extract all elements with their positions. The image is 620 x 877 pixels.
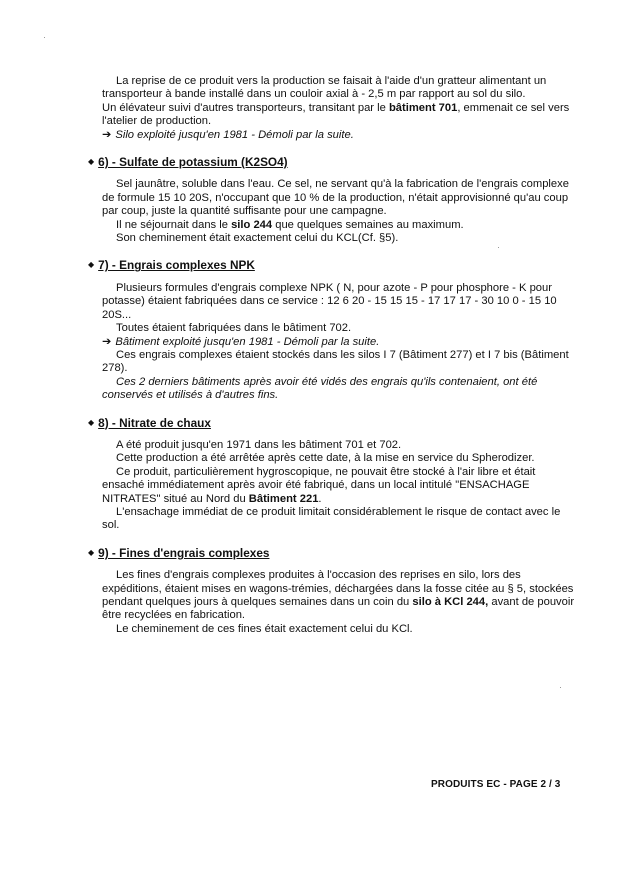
diamond-bullet-icon: ◆ bbox=[88, 157, 95, 167]
intro-paragraph-1: La reprise de ce produit vers la production se faisait à l'aide d'un gratteur alimentant un transporteur à bande installé dans un couloir axial à - 2,5 m par rapport au sol du silo. bbox=[102, 75, 547, 101]
section-8-heading: ◆ 8) - Nitrate de chaux bbox=[88, 415, 211, 430]
section-7-note: ➔ Bâtiment exploité jusqu'en 1981 - Démoli par la suite. bbox=[102, 335, 380, 348]
diamond-bullet-icon: ◆ bbox=[88, 547, 95, 557]
diamond-bullet-icon: ◆ bbox=[88, 417, 95, 427]
intro-paragraph-2: Un élévateur suivi d'autres transporteurs, transitant par le bâtiment 701, emmenait ce sel vers l'atelier de production. bbox=[102, 101, 570, 128]
section-9-heading: ◆ 9) - Fines d'engrais complexes bbox=[88, 545, 270, 560]
section-6-paragraph-1: Sel jaunâtre, soluble dans l'eau. Ce sel, ne servant qu'à la fabrication de l'engrais complexe de formule 15 10 20S, n'occupant que 10 % de la production, n'était approvisionné qu'au coup par coup, juste la quantité suffisante pour une campagne. bbox=[102, 178, 569, 218]
section-7-paragraph-2: Toutes étaient fabriquées dans le bâtiment 702. bbox=[116, 322, 352, 335]
diamond-bullet-icon: ◆ bbox=[88, 260, 95, 270]
section-8-paragraph-1: A été produit jusqu'en 1971 dans les bâtiment 701 et 702. bbox=[116, 438, 402, 451]
section-8-paragraph-3: Ce produit, particulièrement hygroscopique, ne pouvait être stocké à l'air libre et était ensaché immédiatement après avoir été fabriqué, dans un local intitulé "ENSACHAGE NITRATES" situé au Nord du Bâtiment 221. bbox=[102, 465, 536, 505]
section-6-heading: ◆ 6) - Sulfate de potassium (K2SO4) bbox=[88, 155, 288, 170]
section-6-paragraph-2: Il ne séjournait dans le silo 244 que quelques semaines au maximum. bbox=[116, 218, 464, 231]
document-body bbox=[88, 75, 580, 636]
section-7-heading: ◆ 7) - Engrais complexes NPK bbox=[88, 258, 255, 273]
section-8-paragraph-4: L'ensachage immédiat de ce produit limitait considérablement le risque de contact avec le sol. bbox=[102, 505, 561, 532]
section-7-paragraph-4: Ces 2 derniers bâtiments après avoir été vidés des engrais qu'ils contenaient, ont été conservés et utilisés à d'autres fins. bbox=[102, 375, 538, 402]
section-7-paragraph-3: Ces engrais complexes étaient stockés dans les silos I 7 (Bâtiment 277) et I 7 bis (Bâtiment 278). bbox=[102, 348, 569, 375]
page-footer: PRODUITS EC - PAGE 2 / 3 bbox=[431, 779, 561, 790]
arrow-right-icon: ➔ bbox=[102, 128, 112, 141]
section-8-paragraph-2: Cette production a été arrêtée après cette date, à la mise en service du Spherodizer. bbox=[116, 452, 535, 465]
section-7-paragraph-1: Plusieurs formules d'engrais complexe NPK ( N, pour azote - P pour phosphore - K pour potasse) étaient fabriquées dans ce service : 12 6 20 - 15 15 15 - 17 17 17 - 30 10 0 - 15 10 20S... bbox=[102, 281, 557, 321]
section-9-paragraph-2: Le cheminement de ces fines était exactement celui du KCl. bbox=[116, 622, 413, 635]
scan-speck bbox=[44, 37, 45, 38]
section-9-paragraph-1: Les fines d'engrais complexes produites à l'occasion des reprises en silo, lors des expéditions, étaient mises en wagons-trémies, déchargées dans la fosse citée au § 5, stockées pendant quelques jours à quelques semaines dans un coin du silo à KCl 244, avant de pouvoir être recyclées en fabrication. bbox=[102, 569, 575, 622]
section-6-paragraph-3: Son cheminement était exactement celui du KCL(Cf. §5). bbox=[116, 232, 399, 245]
arrow-right-icon: ➔ bbox=[102, 335, 112, 348]
scan-speck bbox=[560, 687, 561, 688]
intro-note: ➔ Silo exploité jusqu'en 1981 - Démoli par la suite. bbox=[102, 128, 354, 141]
